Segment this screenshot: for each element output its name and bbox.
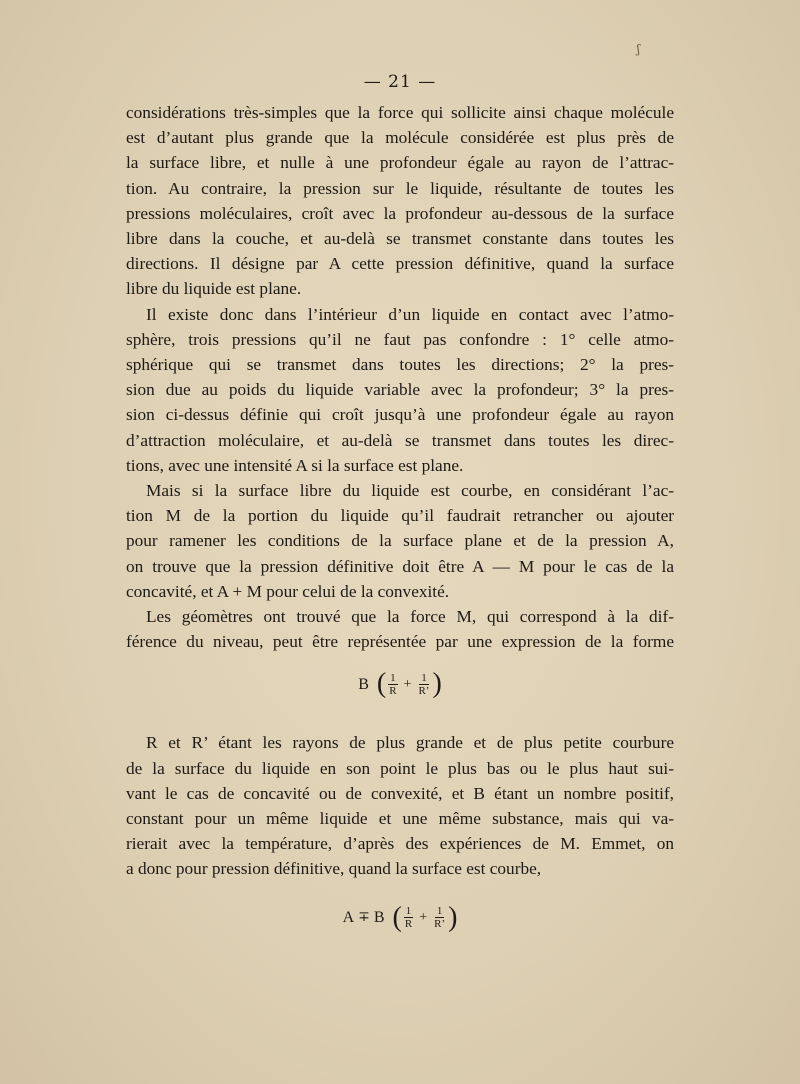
text-line: on trouve que la pression définitive doit être A — M pour le cas de la <box>126 556 674 576</box>
formula-close-paren: ) <box>448 901 458 933</box>
text-line: tion. Au contraire, la pression sur le liquide, résultante de toutes les <box>126 178 674 198</box>
fraction <box>403 905 414 930</box>
paragraph-1 <box>126 100 674 302</box>
fraction-numerator: 1 <box>390 671 396 684</box>
formula-curvature <box>126 658 674 710</box>
text-line: rierait avec la température, d’après des expériences de M. Emmet, on <box>126 834 674 854</box>
text-line: libre dans la couche, et au-delà se transmet constante dans toutes les <box>126 229 674 249</box>
text-line: Les géomètres ont trouvé que la force M, qui correspond à la dif- <box>146 607 674 627</box>
text-line: la surface libre, et nulle à une profondeur égale au rayon de l’attrac- <box>126 153 674 173</box>
formula-close-paren: ) <box>432 668 442 700</box>
text-line: directions. Il désigne par A cette pression définitive, quand la surface <box>126 254 674 274</box>
fraction-numerator: 1 <box>436 905 443 918</box>
fraction-denominator: R’ <box>418 684 430 697</box>
formula-definitive-pressure <box>126 892 674 944</box>
formula-coefficient: B <box>358 675 369 693</box>
paragraph-5 <box>126 730 674 881</box>
fraction <box>432 905 447 930</box>
fraction <box>416 672 431 697</box>
text-line: libre du liquide est plane. <box>126 279 302 299</box>
margin-mark: ʃ <box>636 42 640 56</box>
text-line: tion M de la portion du liquide qu’il faudrait retrancher ou ajouter <box>126 506 674 526</box>
text-line: sphère, trois pressions qu’il ne faut pas confondre : 1° celle atmo- <box>126 329 674 349</box>
text-line: pour ramener les conditions de la surface plane et de la pression A, <box>126 531 674 551</box>
minus-plus-sign: ∓ <box>358 910 370 926</box>
text-line: férence du niveau, peut être représentée par une expression de la forme <box>126 632 674 652</box>
text-line: R et R’ étant les rayons de plus grande et de plus petite courbure <box>146 733 674 753</box>
text-line: sion due au poids du liquide variable avec la profondeur; 3° la pres- <box>126 380 674 400</box>
fraction-numerator: 1 <box>421 671 427 684</box>
text-line: sion ci-dessus définie qui croît jusqu’à une profondeur égale au rayon <box>126 405 674 425</box>
fraction <box>387 672 398 697</box>
formula-open-paren: ( <box>392 901 402 933</box>
paragraph-3 <box>126 478 674 604</box>
text-line: de la surface du liquide en son point le plus bas ou le plus haut sui- <box>126 758 674 778</box>
plus-sign: + <box>403 676 412 692</box>
paragraph-4 <box>126 604 674 654</box>
text-line: d’attraction moléculaire, et au-delà se transmet dans toutes les direc- <box>126 430 674 450</box>
fraction-denominator: R <box>404 918 413 931</box>
text-line: Il existe donc dans l’intérieur d’un liquide en contact avec l’atmo- <box>146 304 674 324</box>
formula-open-paren: ( <box>376 668 387 700</box>
plus-sign: + <box>419 910 428 926</box>
fraction-denominator: R <box>389 684 397 697</box>
text-line: a donc pour pression définitive, quand la surface est courbe, <box>126 859 542 879</box>
text-line: considérations très-simples que la force qui sollicite ainsi chaque molécule <box>126 103 674 122</box>
text-line: sphérique qui se transmet dans toutes les directions; 2° la pres- <box>126 355 674 375</box>
text-line: vant le cas de concavité ou de convexité, et B étant un nombre positif, <box>126 783 674 803</box>
text-line: constant pour un même liquide et une même substance, mais qui va- <box>126 809 674 829</box>
body-text <box>126 100 674 944</box>
fraction-numerator: 1 <box>405 905 412 918</box>
page-number: — 21 — <box>363 72 437 92</box>
fraction-denominator: R’ <box>434 918 446 931</box>
text-line: tions, avec une intensité A si la surface est plane. <box>126 455 464 475</box>
text-line: concavité, et A + M pour celui de la convexité. <box>126 581 450 601</box>
formula-lhs: A <box>342 909 355 927</box>
text-line: est d’autant plus grande que la molécule considérée est plus près de <box>126 128 674 148</box>
text-line: Mais si la surface libre du liquide est courbe, en considérant l’ac- <box>146 481 674 501</box>
formula-coefficient: B <box>373 909 385 927</box>
paragraph-2 <box>126 302 674 478</box>
text-line: pressions moléculaires, croît avec la profondeur au-dessous de la surface <box>126 203 674 223</box>
